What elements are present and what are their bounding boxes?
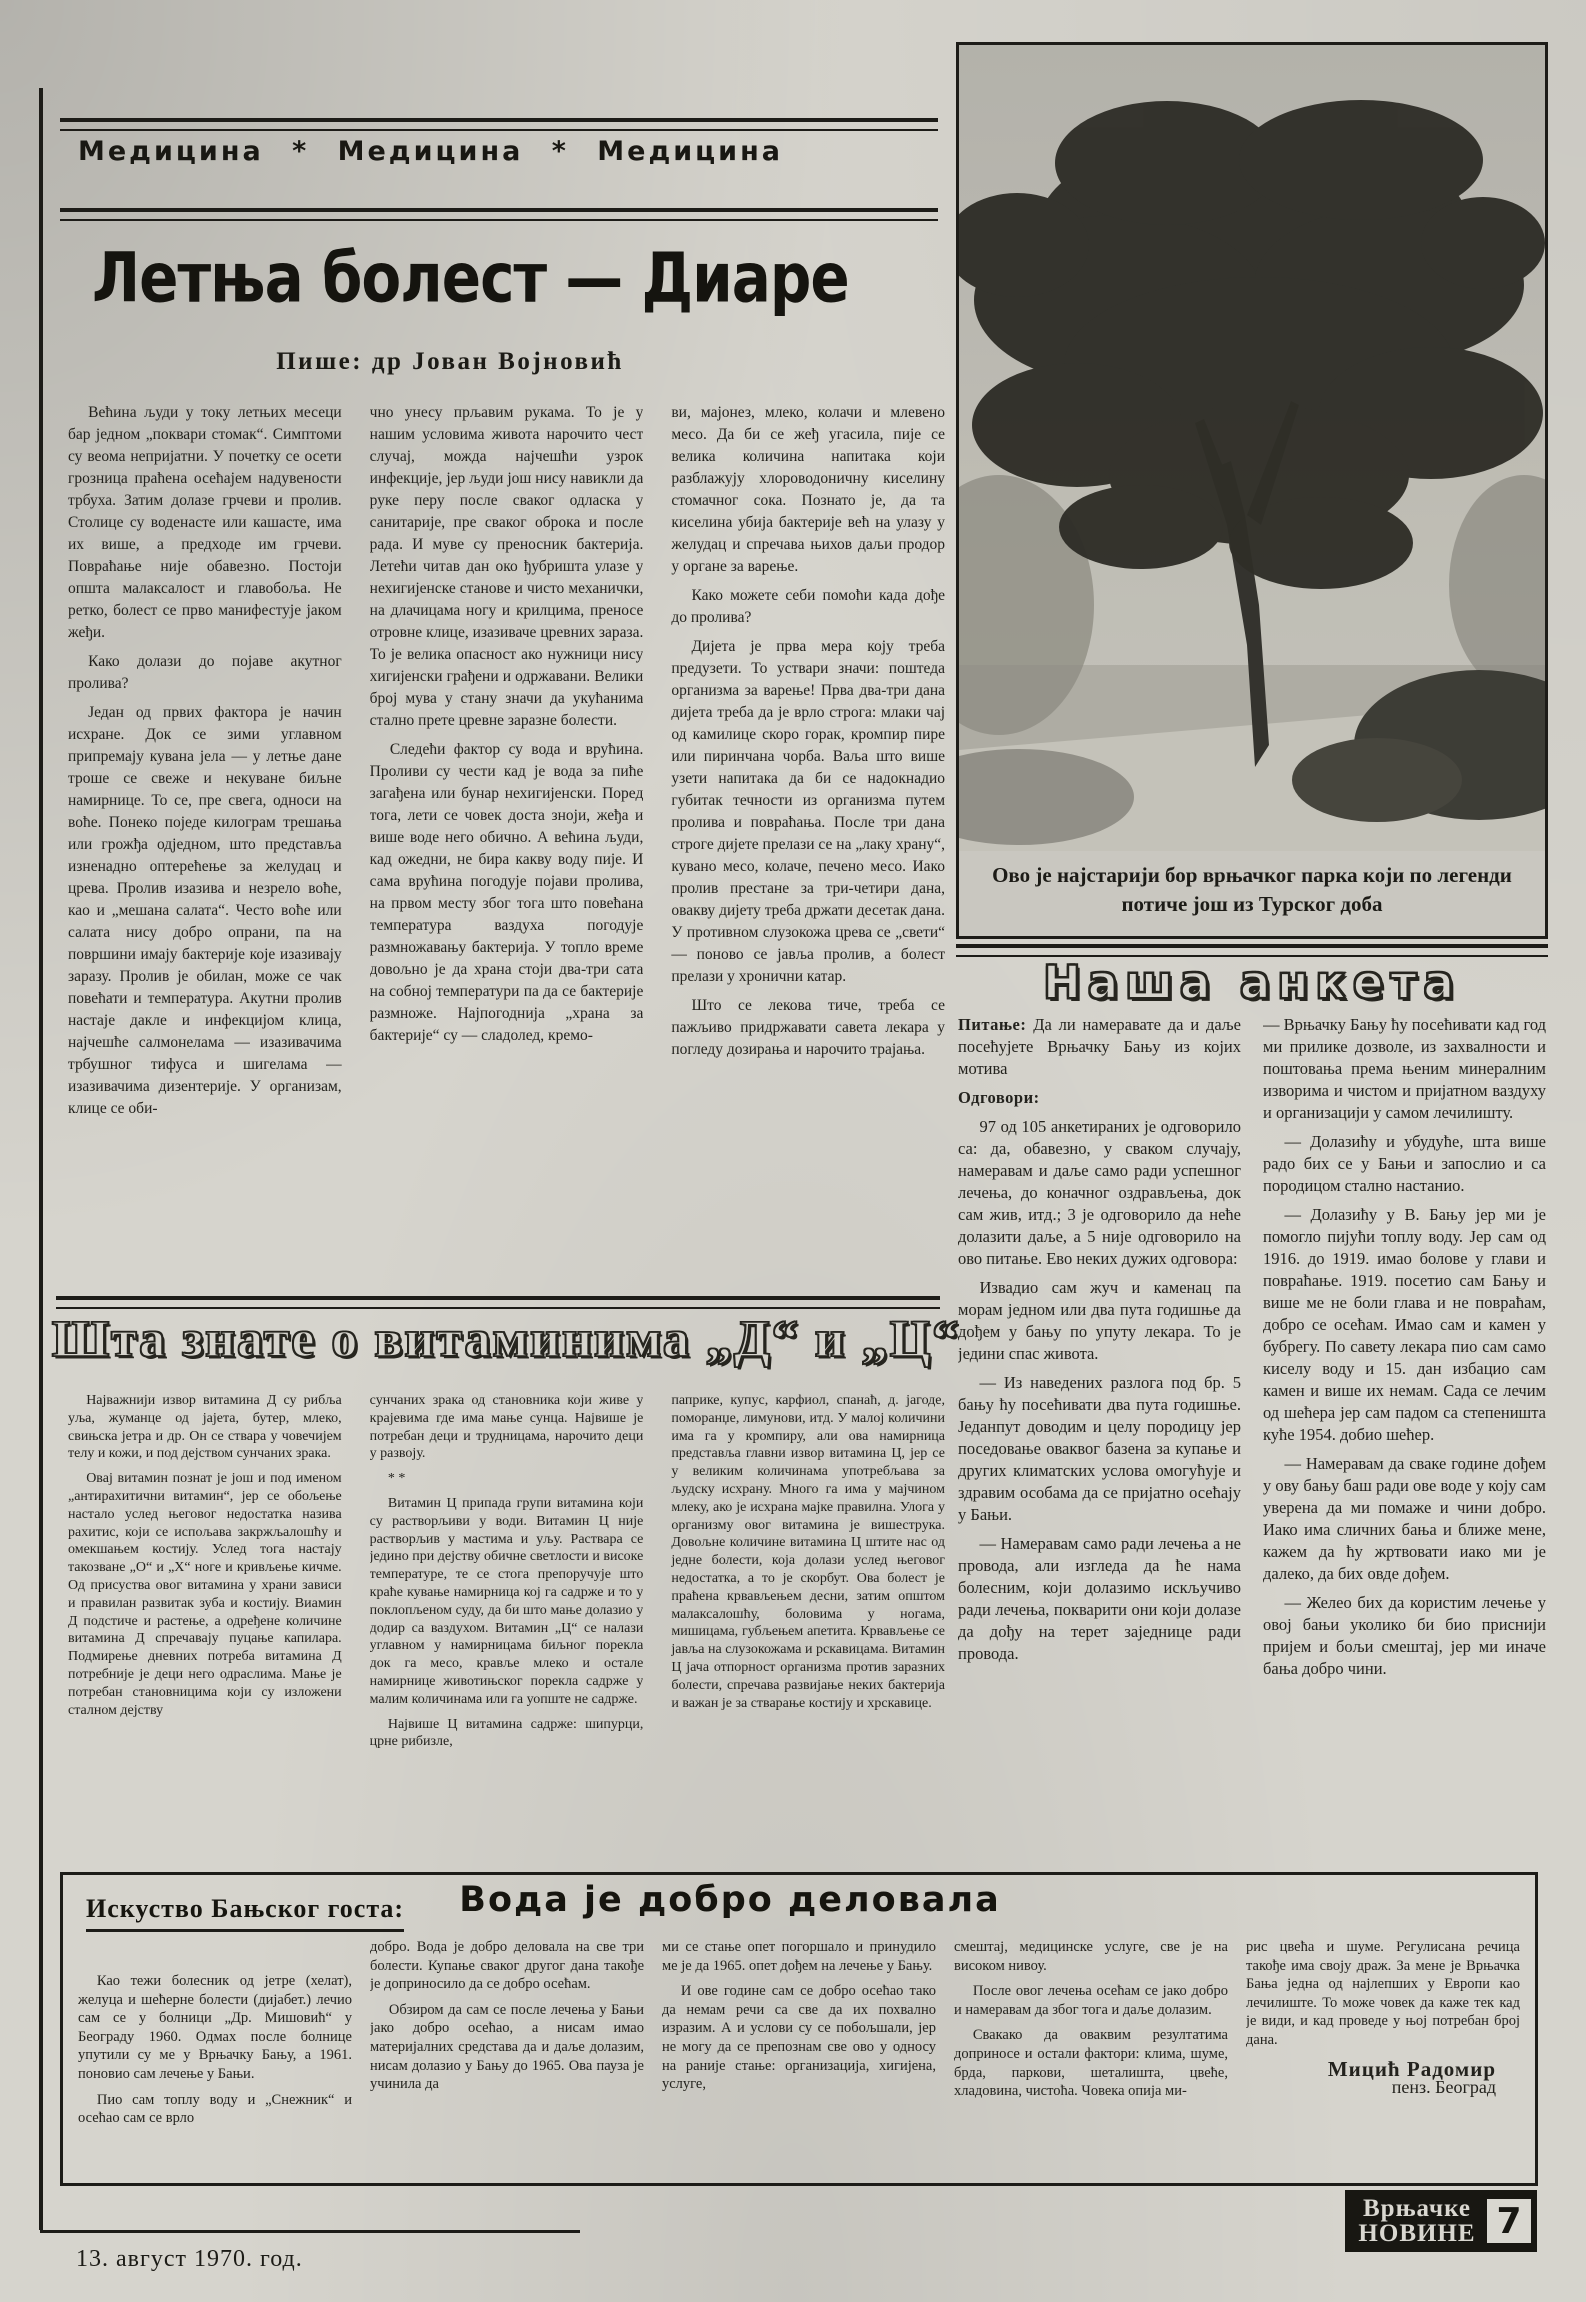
paragraph: — Из наведених разлога под бр. 5 бању ћу посећивати два пута годишње. Једанпут доводим и целу породицу јер поседовање оваквог базена за купање и других климатских услова омогућује и здравим особама да се пријатно осећају у Бањи. [958, 1373, 1241, 1524]
paragraph: ви, мајонез, млеко, колачи и млевено месо. Да би се жеђ угасила, пије се велика количина напитака који разблажују хлороводоничну киселину стомачног сока. Познато је, да та киселина убија бактерије већ на улазу у желудац и спречава њихов даљи продор у органе за варење. [671, 404, 945, 575]
paragraph: рис цвећа и шуме. Регулисана речица такође има своју драж. За мене је Врњачка Бања једна од најлепших у Европи као лечилиште. То може човек да каже тек кад је види, и кад проведе у њој потребан број дана. [1246, 1939, 1520, 2048]
newspaper-name [1351, 2196, 1483, 2246]
paragraph: паприке, купус, карфиол, спанаћ, д. јагоде, поморанџе, лимунови, итд. У малој количини има га у кромпиру, али ова намирница представља главни извор витамина Ц, јер се у великим количинама употребљава за људску исхрану. Много га има у мајчином млеку, ако је исхрана мајке правилна. Улога у организму овог витамина је вишеструка. Довољне количине витамина Ц штите нас од једне болести, која долази услед његовог недостатка, а то је скорбут. Ова болест је праћена крвављењем десни, затим општом малаксалошћу, боловима у ногама, мишицама, губљењем апетита. Крвављење се јавља на слузокожама и рскавицама. Витамин Ц јача отпорност организма против заразних болести, спречава развијање неких бактерија и важан је за стварање костију и хрскавице. [671, 1393, 945, 1711]
paragraph: Највaжнији извор витамина Д су рибља уља, жуманце од јајета, бутер, млеко, свињска јетра и др. Он се ствара у човечијем телу и кожи, и под дејством сунчаних зрака. [68, 1393, 342, 1462]
experience-columns [78, 1938, 1520, 2170]
experience-column-5-text [1246, 1938, 1520, 2050]
newspaper-name-line2: НОВИНЕ [1358, 2220, 1476, 2247]
anketa-question [958, 1014, 1241, 1080]
newspaper-logo [1345, 2190, 1537, 2252]
masthead-top-rule [60, 118, 938, 131]
experience-column-4 [954, 1938, 1228, 2170]
tree-photo-box [956, 42, 1548, 939]
anketa-column-1 [958, 1014, 1241, 1862]
photo-caption: Ово је најстарији бор врњачког парка који по легенди потиче још из Турског доба [992, 863, 1512, 917]
issue-date: 13. август 1970. год. [76, 2246, 303, 2272]
question-label: Питање: [958, 1015, 1027, 1034]
paragraph: Највише Ц витамина садрже: шипурци, црне рибизле, [369, 1716, 644, 1750]
paragraph: Дијета је прва мера коју треба предузети. То уствари значи: поштеда организма за варење! Прва два-три дана дијета треба да је врло строга: млаки чај од камилице скоро горак, кромпир пире или пиринчана чорба. Ваља што више узети напитака да би се надокнадио губитак течности из организма путем пролива и повраћања. После три дана строге дијете прелази се на „лаку храну“, кувано месо, колаче, печено месо. Иако пролив престане за три-четири дана, овакву дијету треба држати десетак дана. У противном слузокожа црева се „свети“ — поново се јавља пролив, а болест прелази у хронични катар. [671, 638, 945, 985]
paragraph: добро. Вода је добро деловала на све три болести. Купање сваког другог дана такође је доприносило да се добро осећам. [370, 1939, 644, 1993]
paragraph: — Желео бих да користим лечење у овој бањи уколико би био приснији пријем и бољи смештај, јер ми иначе бања добро чини. [1263, 1593, 1546, 1678]
paragraph: — Долазићу у В. Бању јер ми је помогло пијући топлу воду. Јер сам од 1916. до 1919. имао болове у глави и повраћање. 1919. посетио сам Бању и више ме не боли глава и не повраћам, добро се осећам. Имао сам и камен у бубрегу. По савету лекара пио сам само киселу воду и 15. дан избацио сам камен и више их немам. Сада се лечим од шећера јер сам падом са степеништа куће 1954. добио шећер. [1263, 1205, 1546, 1444]
newspaper-name-line1: Врњачке [1363, 2195, 1471, 2222]
paragraph: ми се стање опет погоршало и принудило ме је да 1965. опет дођем на лечење у Бању. [662, 1939, 936, 1974]
anketa-answers-left [958, 1116, 1241, 1665]
paragraph: Извадио сам жуч и каменац па морам једном или два пута годишње да дођем у бању по упуту лекара. То је једини спас живота. [958, 1278, 1241, 1363]
vitamins-column-1 [68, 1392, 342, 1856]
paragraph: Као тежи болесник од јетре (хелат), желуца и шећерне болести (дијабет.) лечио сам се у болници „Др. Мишовић“ у Београду 1960. Одмах после болнице упутили су ме у Врњачку Бању, а 1961. поновио сам лечење у Бањи. [78, 1973, 352, 2082]
answers-label: Одговори: [958, 1088, 1040, 1107]
section-band: Медицина * Медицина * Медицина [78, 136, 783, 167]
paragraph: Следећи фактор су вода и врућина. Проливи су чести кад је вода за пиће загађена или бунар нехигијенски. Поред тога, лети се човек доста зноји, жеђа и више воде него обично. А већина људи, кад ожедни, не бира какву воду пије. И сама врућина погодује појави пролива, на првом месту због тога што повећана температура ваздуха погодује размножавању бактерија. У топло време довољно је да храна стоји два-три сата на собној температури па да се бактерије размноже. Најпогоднија „храна за бактерије“ су — сладолед, кремо- [369, 741, 644, 1044]
article-title: Летња болест — Диаре [92, 238, 849, 319]
paragraph: Витамин Ц припада групи витамина који су растворљиви у води. Витамин Ц није растворљив у мастима и уљу. Раствара се једино при дејству обичне светлости и високе температуре, те се стога препоручује што краће кување намирница кој га садрже и то у поклопљеном суду, да би што мање долазио у додир са ваздухом. Витамин „Ц“ се налази углавном у намирницама биљног порекла док га месо, крављe млеко и остале намирнице животињског порекла садрже у малим количинама или га уопште не садрже. [369, 1495, 644, 1707]
article-byline: Пише: др Јован Војновић [276, 348, 624, 375]
anketa-columns [958, 1014, 1546, 1862]
paragraph: Како долази до појаве акутног пролива? [68, 653, 342, 692]
paragraph: — Долазићу и убудуће, шта више радо бих се у Бањи и запослио и са породицом стално настанио. [1263, 1132, 1546, 1195]
vitamins-top-rule [56, 1296, 940, 1309]
paragraph: 97 од 105 анкетираних је одговорило са: да, обавезно, у сваком случају, намеравам и даље само ради успешног лечења, до коначног оздрављења, док сам жив, итд.; 3 је одговорило да неће долазити даље, а 5 није одговорило на ово питање. Ево неких дужих одговора: [958, 1117, 1241, 1268]
tree-photo [959, 45, 1545, 851]
paragraph: Обзиром да сам се после лечења у Бањи јако добро осећао, а нисам имао материјалних средстава да и даље долазим, нисам долазио у Бању до 1965. Ова пауза је учинила да [370, 2001, 644, 2093]
paragraph: сунчаних зрака од становника који живе у крајевима где има мање сунца. Највише је потребан деци и трудницама, нарочито деци у развоју. [369, 1393, 644, 1462]
article-column-3 [671, 402, 945, 1290]
footer-rule [40, 2230, 580, 2233]
signature-name: Мицић Радомир [1327, 2056, 1496, 2081]
page-number: 7 [1487, 2199, 1531, 2243]
paragraph: — Намеравам само ради лечења а не провода, али изгледа да ће нама болесним, који долазимо искључиво ради лечења, покварити они који долазе да дођу на терет заједнице ради провода. [958, 1534, 1241, 1663]
main-article-columns [68, 402, 945, 1290]
experience-column-3 [662, 1938, 936, 2170]
page-left-rule [39, 88, 43, 2230]
paragraph: Свакако да оваквим резултатима доприносе и остали фактори: клима, шуме, брда, паркови, шеталишта, цвеће, хладовина, чистоћа. Човека опија ми- [954, 2027, 1228, 2100]
paragraph: Један од првих фактора је начин исхране. Док се зими углавном припремају кувана јела — у летње дане троше се свеже и некуване биљне намирнице. То се, пре свега, односи на воће. Понеко поједе килограм трешања или грожђа одједном, што представља изненадно оптерећење за желудац и црева. Пролив изазива и незрело воће, као и „мешана салата“. Често воће или салата нису добро опрани, па на површини имају бактерије које изазивају заразу. Пролив је обилан, може се чак повећати и температура. Акутни пролив настаје дакле и инфекцијом клица, најчешће салмонелама — изазивачима трбушног тифуса и шигелама — изазивачима дизентерије. У организам, клице се оби- [68, 704, 342, 1117]
experience-column-2 [370, 1938, 644, 2170]
paragraph: Како можете себи помоћи када дође до пролива? [671, 587, 945, 626]
paragraph: чно унесу прљавим рукама. То је у нашим условима живота нарочито чест случај, можда најчешћи узрок инфекције, јер људи још нису навикли да руке перу после сваког одласка у санитарије, пре сваког оброка и после рада. И муве су преносник бактерија. Летећи читав дан око ђубришта улазе у нехигијенске станове и чисто механички, на длачицама ногу и крилцима, преносе отровне клице, изазиваче цревних зараза. То је велика опасност ако нужници нису хигијенски грађени и одржавани. Велики број мува у стану значи да укућанима стално прете цревне заразне болести. [369, 404, 644, 729]
vitamins-column-3 [671, 1392, 945, 1856]
experience-column-1 [78, 1938, 352, 2170]
signature-role: пенз. Београд [1391, 2077, 1496, 2098]
experience-box-title: Искуство Бањског госта: [86, 1894, 404, 1932]
masthead-bottom-rule [60, 208, 938, 221]
experience-column-5 [1246, 1938, 1520, 2170]
paragraph: После овог лечења осећам се јако добро и намеравам да због тога и даље долазим. [954, 1983, 1228, 2018]
paragraph: Пио сам топлу воду и „Снежник“ и осећао сам се врло [78, 2091, 352, 2127]
paragraph: Што се лекова тиче, треба се пажљиво придржавати савета лекара у погледу дозирања и нарочито трајања. [671, 997, 945, 1058]
vitamins-columns [68, 1392, 945, 1856]
experience-title: Вода је добро деловала [459, 1880, 1001, 1920]
article-column-2 [370, 402, 644, 1290]
vitamins-column-2 [370, 1392, 644, 1856]
anketa-column-2 [1263, 1014, 1546, 1862]
paragraph: — Врњачку Бању ћу посећивати кад год ми прилике дозволе, из захвалности и поштовања према њеним минералним изворима и чистом и пријатном ваздуху и организацији у самом лечилишту. [1263, 1015, 1546, 1122]
paragraph: Овај витамин познат је још и под именом „антирахитични витамин“, јер се обољење настало услед његовог недостатка назива рахитис, који се испољава закржљалошћу и омекшањем костију. Услед тога настају такозване „О“ и „Х“ ноге и кривљење кичме. Од присуства овог витамина у храни зависи и правилан развитак зуба и костију. Виамин Д подстиче и растење, а одређене количине витамина Д спречавају пуцање капилара. Подмирење дневних потреба витамина Д потребније је деци него одраслима. Мање је потребан становницима који су изложени сталном дејству [68, 1471, 342, 1718]
anketa-title: Наша анкета [1043, 956, 1461, 1009]
vitamins-title: Шта знате о витаминима „Д“ и „Ц“ [52, 1311, 961, 1368]
question-text: Да ли намеравате да и даље посећујете Врњачку Бању из којих мотива [958, 1015, 1241, 1078]
paragraph: Већина људи у току летњих месеци бар једном „поквари стомак“. Симптоми су веома непријатни. У почетку се осети грозница праћена осећајем надувености трбуха. Затим долазе грчеви и пролив. Столице су воденасте или кашасте, има их више, а предходе им грчеви. Повраћање није обавезно. Постоји општа малаксалост и главобоља. Не ретко, болест се прво манифестује јаком жеђи. [68, 404, 342, 641]
signature [1246, 2056, 1520, 2098]
paragraph: смештај, медицинске услуге, све је на високом нивоу. [954, 1939, 1228, 1974]
paragraph: * * [387, 1471, 406, 1487]
paragraph: — Намеравам да сваке године дођем у ову бању баш ради ове воде у коју сам уверена да ми помаже и чини добро. Иако има сличних бања и ближе мене, кажем да ћу жртвовати иако ми је далеко, да бих овде дођем. [1263, 1454, 1546, 1583]
article-column-1 [68, 402, 342, 1290]
paragraph: И ове године сам се добро осећао тако да немам речи са све да их похвално изразим. А и услови су се побољшали, јер не могу да се препознам све ово у односу на раније стање: организација, хигијена, услуге, [662, 1983, 936, 2093]
